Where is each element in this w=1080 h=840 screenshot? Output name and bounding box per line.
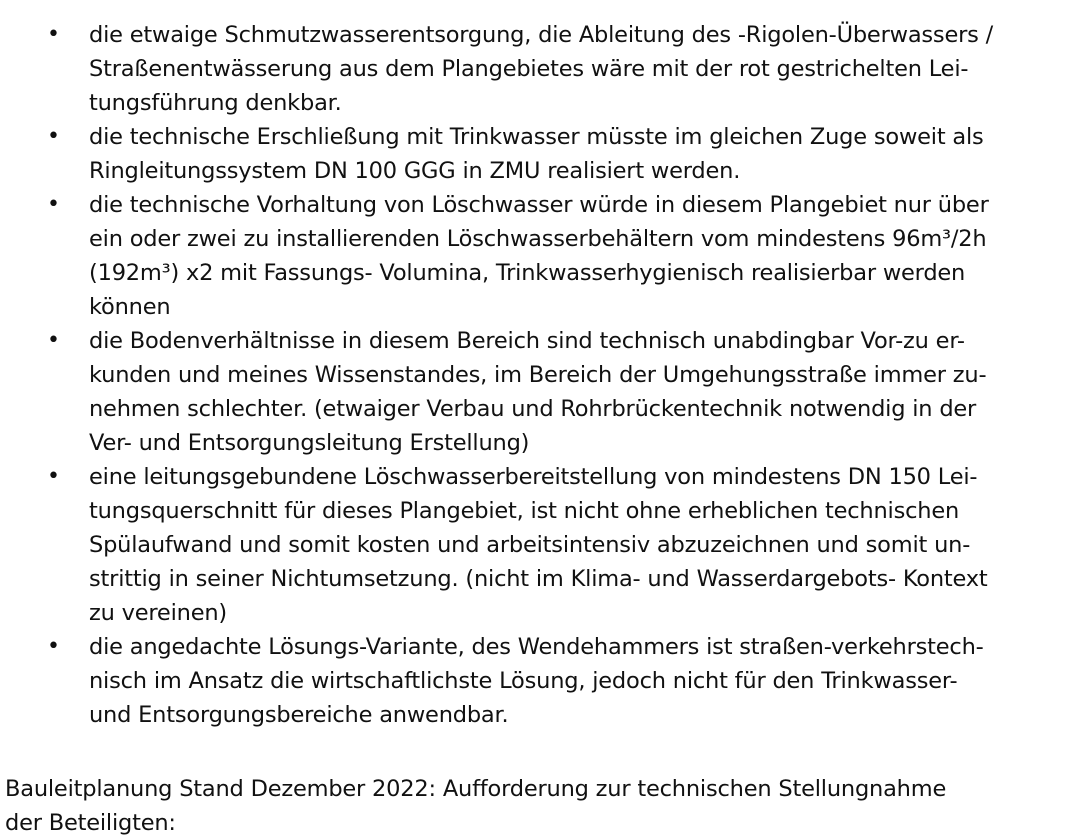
text-line: Straßenentwässerung aus dem Plangebietes wäre mit der rot gestrichelten Lei- <box>89 56 969 82</box>
text-line: zu vereinen) <box>89 600 227 626</box>
text-line: können <box>89 294 171 320</box>
bullet-icon: • <box>47 22 60 47</box>
text-line: die Bodenverhältnisse in diesem Bereich sind technisch unabdingbar Vor-zu er- <box>89 328 965 354</box>
text-line: tungsquerschnitt für dieses Plangebiet, ist nicht ohne erheblichen technischen <box>89 498 960 524</box>
list-item <box>0 460 1080 630</box>
text-line: tungsführung denkbar. <box>89 90 342 116</box>
text-line: (192m³) x2 mit Fassungs- Volumina, Trinkwasserhygienisch realisierbar werden <box>89 260 966 286</box>
list-item <box>0 120 1080 188</box>
text-line: Ringleitungssystem DN 100 GGG in ZMU realisiert werden. <box>89 158 741 184</box>
text-line: die etwaige Schmutzwasserentsorgung, die Ableitung des -Rigolen-Überwassers / <box>89 22 994 48</box>
bullet-icon: • <box>47 124 60 149</box>
text-line: und Entsorgungsbereiche anwendbar. <box>89 702 509 728</box>
text-line: kunden und meines Wissenstandes, im Bereich der Umgehungsstraße immer zu- <box>89 362 987 388</box>
list-item <box>0 324 1080 460</box>
text-line: Spülaufwand und somit kosten und arbeitsintensiv abzuzeichnen und somit un- <box>89 532 971 558</box>
text-line: nehmen schlechter. (etwaiger Verbau und Rohrbrückentechnik notwendig in der <box>89 396 977 422</box>
heading-line: der Beteiligten: <box>5 810 176 836</box>
bullet-icon: • <box>47 328 60 353</box>
bullet-icon: • <box>47 192 60 217</box>
list-item <box>0 630 1080 732</box>
text-line: ein oder zwei zu installierenden Löschwasserbehältern vom mindestens 96m³/2h <box>89 226 987 252</box>
heading-line: Bauleitplanung Stand Dezember 2022: Aufforderung zur technischen Stellungnahme <box>5 776 947 802</box>
text-line: nisch im Ansatz die wirtschaftlichste Lösung, jedoch nicht für den Trinkwasser- <box>89 668 958 694</box>
bullet-icon: • <box>47 634 60 659</box>
text-line: eine leitungsgebundene Löschwasserbereitstellung von mindestens DN 150 Lei- <box>89 464 978 490</box>
text-line: Ver- und Entsorgungsleitung Erstellung) <box>89 430 530 456</box>
bullet-list <box>0 18 1080 732</box>
bullet-icon: • <box>47 464 60 489</box>
text-line: strittig in seiner Nichtumsetzung. (nicht im Klima- und Wasserdargebots- Kontext <box>89 566 988 592</box>
text-line: die angedachte Lösungs-Variante, des Wendehammers ist straßen-verkehrstech- <box>89 634 984 660</box>
text-line: die technische Vorhaltung von Löschwasser würde in diesem Plangebiet nur über <box>89 192 989 218</box>
list-item <box>0 18 1080 120</box>
text-line: die technische Erschließung mit Trinkwasser müsste im gleichen Zuge soweit als <box>89 124 984 150</box>
section-heading <box>5 772 946 840</box>
list-item <box>0 188 1080 324</box>
